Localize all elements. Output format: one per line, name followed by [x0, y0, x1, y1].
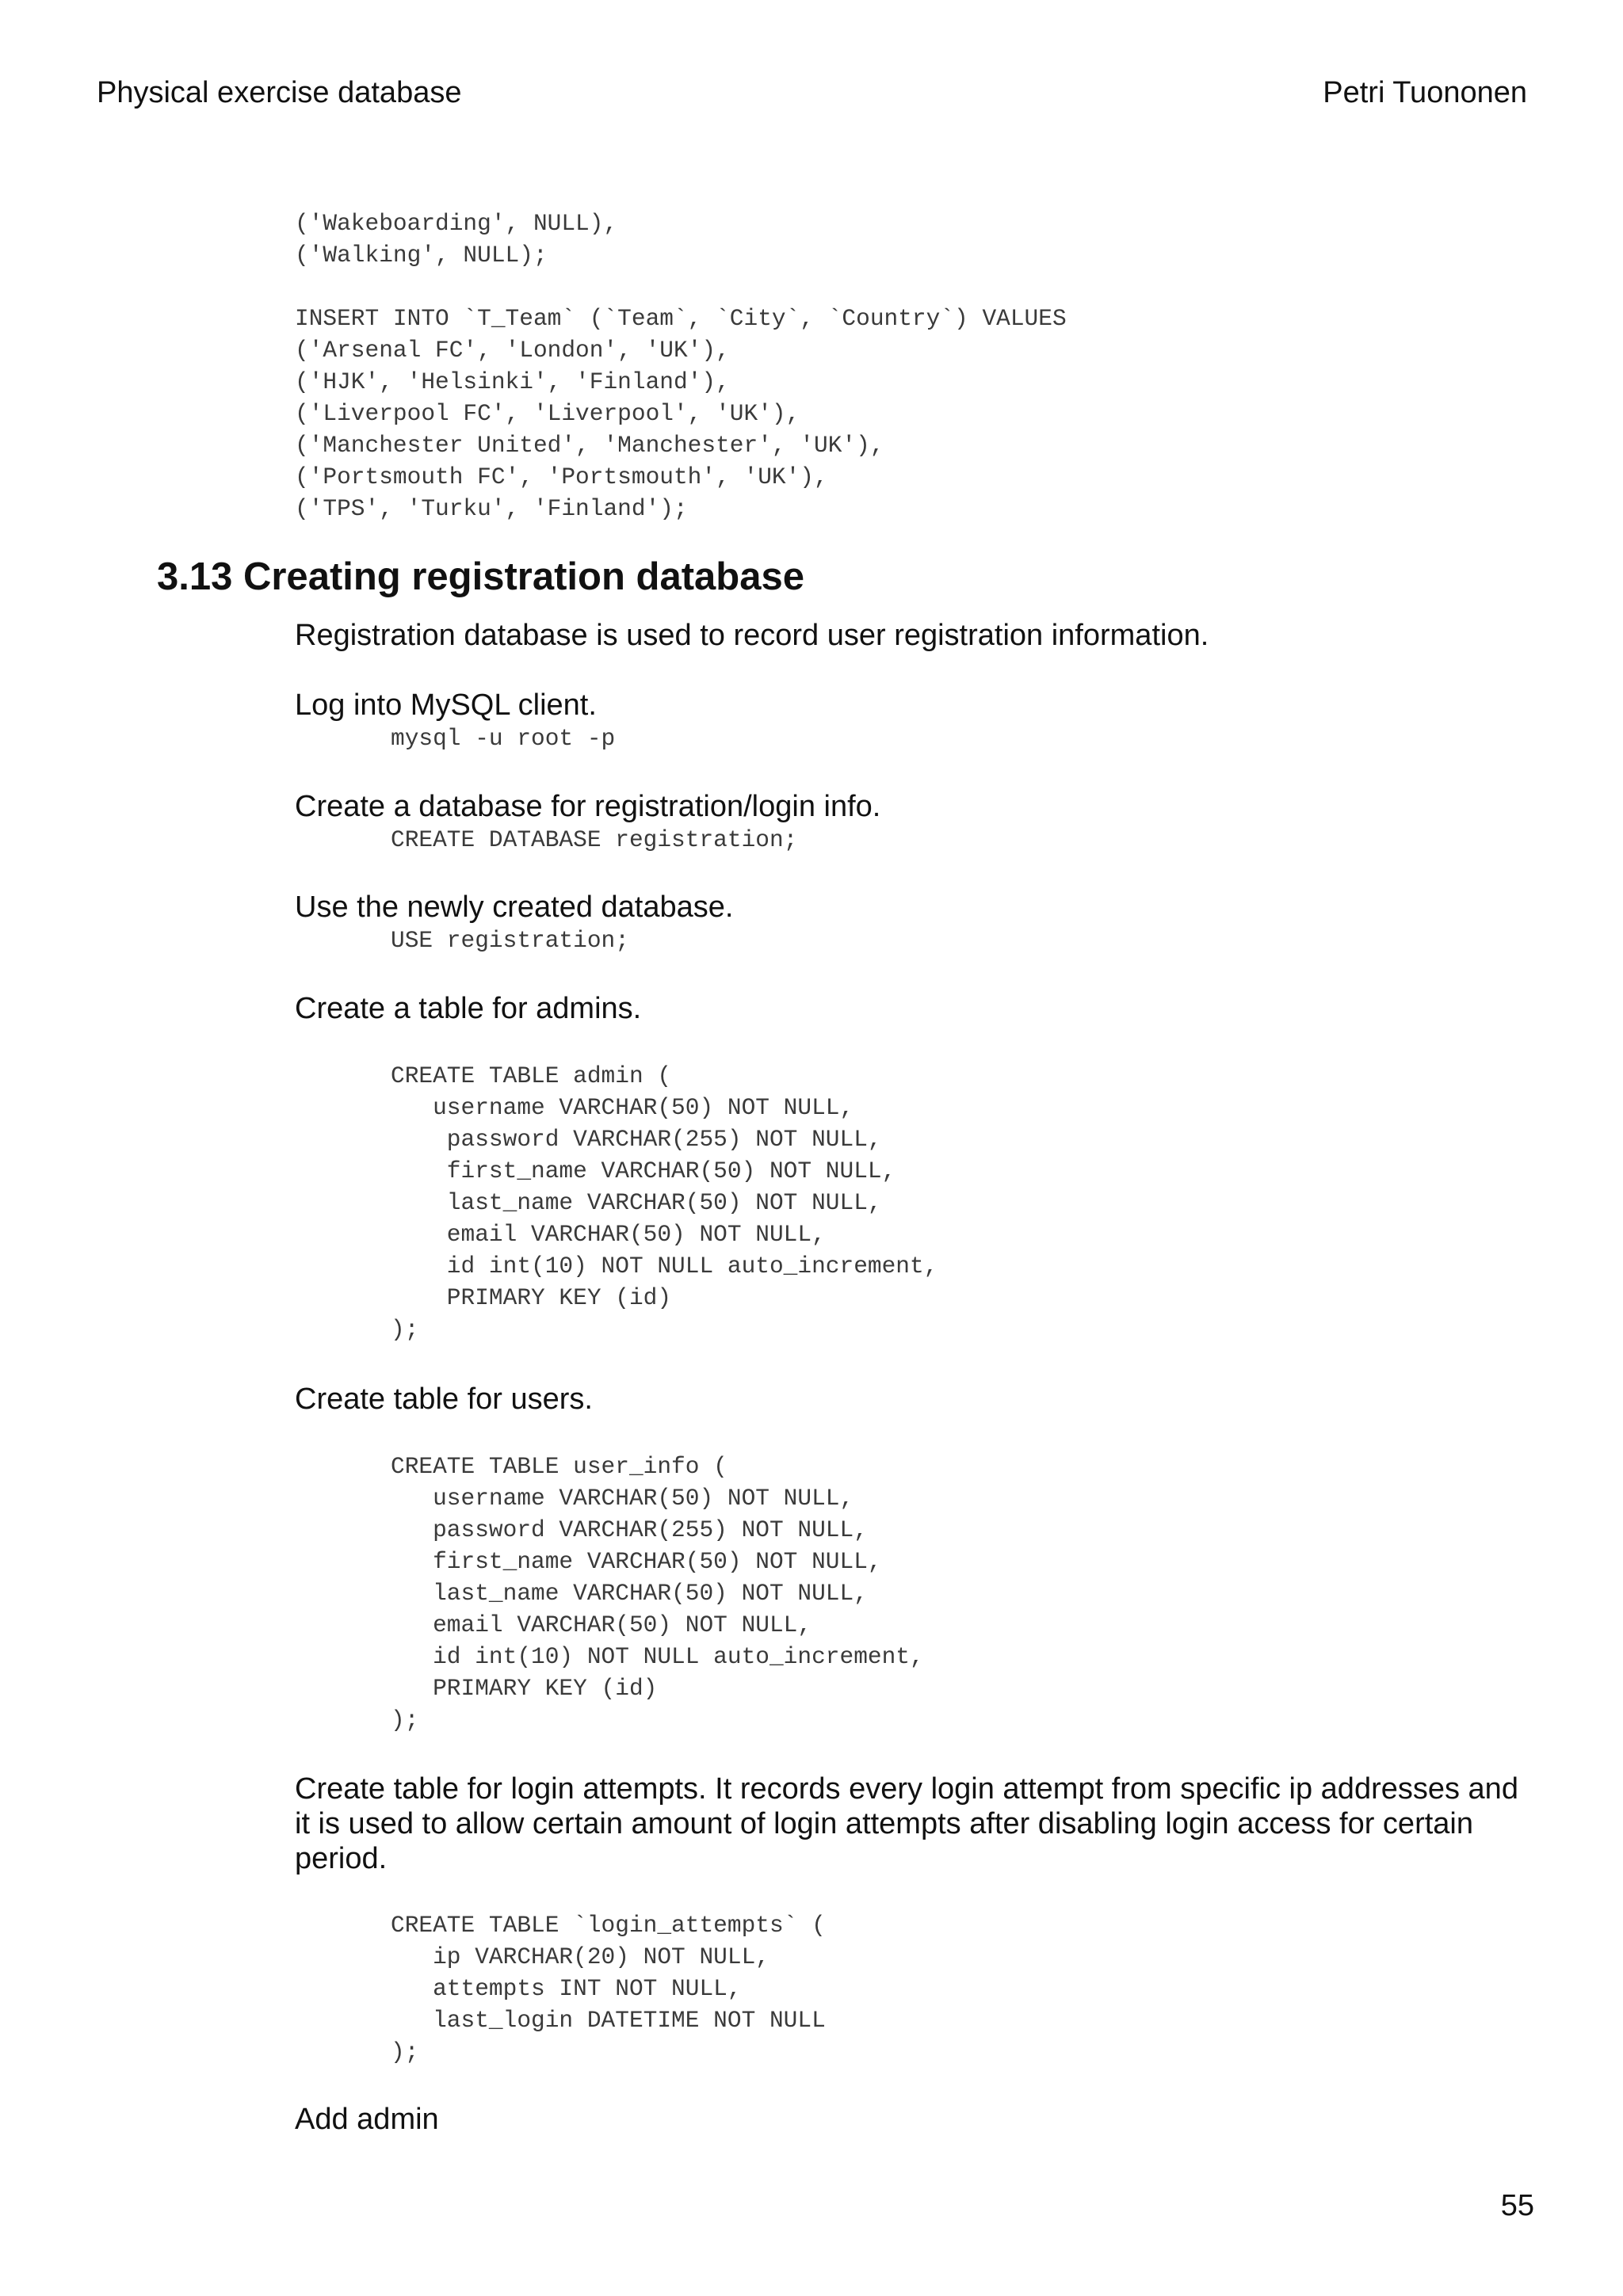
step-add-admin-text: Add admin	[295, 2103, 439, 2136]
code-mysql-login: mysql -u root -p	[391, 725, 616, 752]
code-create-admin-table: CREATE TABLE admin ( username VARCHAR(50) NOT NULL, password VARCHAR(255) NOT NULL, first_name VARCHAR(50) NOT NULL, last_name VARCHAR(50) NOT NULL, email VARCHAR(50) NOT NULL, id int(10) NOT NULL auto_increment, PRIMARY KEY (id) );	[391, 1062, 938, 1343]
step-login-attempts-text: Create table for login attempts. It records every login attempt from specific ip addresses and it is used to allow certain amount of login attempts after disabling login access for certain period.	[295, 1772, 1518, 1875]
page-number: 55	[1500, 2189, 1534, 2222]
header-author: Petri Tuononen	[1323, 76, 1527, 109]
code-use-database: USE registration;	[391, 927, 629, 954]
step-users-table-text: Create table for users.	[295, 1383, 593, 1416]
code-create-login-attempts-table: CREATE TABLE `login_attempts` ( ip VARCHAR(20) NOT NULL, attempts INT NOT NULL, last_login DATETIME NOT NULL );	[391, 1912, 826, 2065]
step-admin-table-text: Create a table for admins.	[295, 992, 642, 1025]
header-left-title: Physical exercise database	[97, 76, 462, 109]
step-create-database-text: Create a database for registration/login info.	[295, 790, 881, 823]
code-create-user-info-table: CREATE TABLE user_info ( username VARCHAR(50) NOT NULL, password VARCHAR(255) NOT NULL, first_name VARCHAR(50) NOT NULL, last_name VARCHAR(50) NOT NULL, email VARCHAR(50) NOT NULL, id int(10) NOT NULL auto_increment, PRIMARY KEY (id) );	[391, 1453, 924, 1733]
step-use-database-text: Use the newly created database.	[295, 891, 734, 924]
code-block-insert-values: ('Wakeboarding', NULL), ('Walking', NULL); INSERT INTO `T_Team` (`Team`, `City`, `Country`) VALUES ('Arsenal FC', 'London', 'UK'), ('HJK', 'Helsinki', 'Finland'), ('Liverpool FC', 'Liverpool', 'UK'), ('Manchester United', 'Manchester', 'UK'), ('Portsmouth FC', 'Portsmouth', 'UK'), ('TPS', 'Turku', 'Finland');	[295, 210, 1067, 522]
step-login-text: Log into MySQL client.	[295, 688, 597, 722]
section-heading: 3.13 Creating registration database	[157, 555, 804, 598]
code-create-database: CREATE DATABASE registration;	[391, 826, 798, 853]
section-intro: Registration database is used to record user registration information.	[295, 619, 1209, 652]
